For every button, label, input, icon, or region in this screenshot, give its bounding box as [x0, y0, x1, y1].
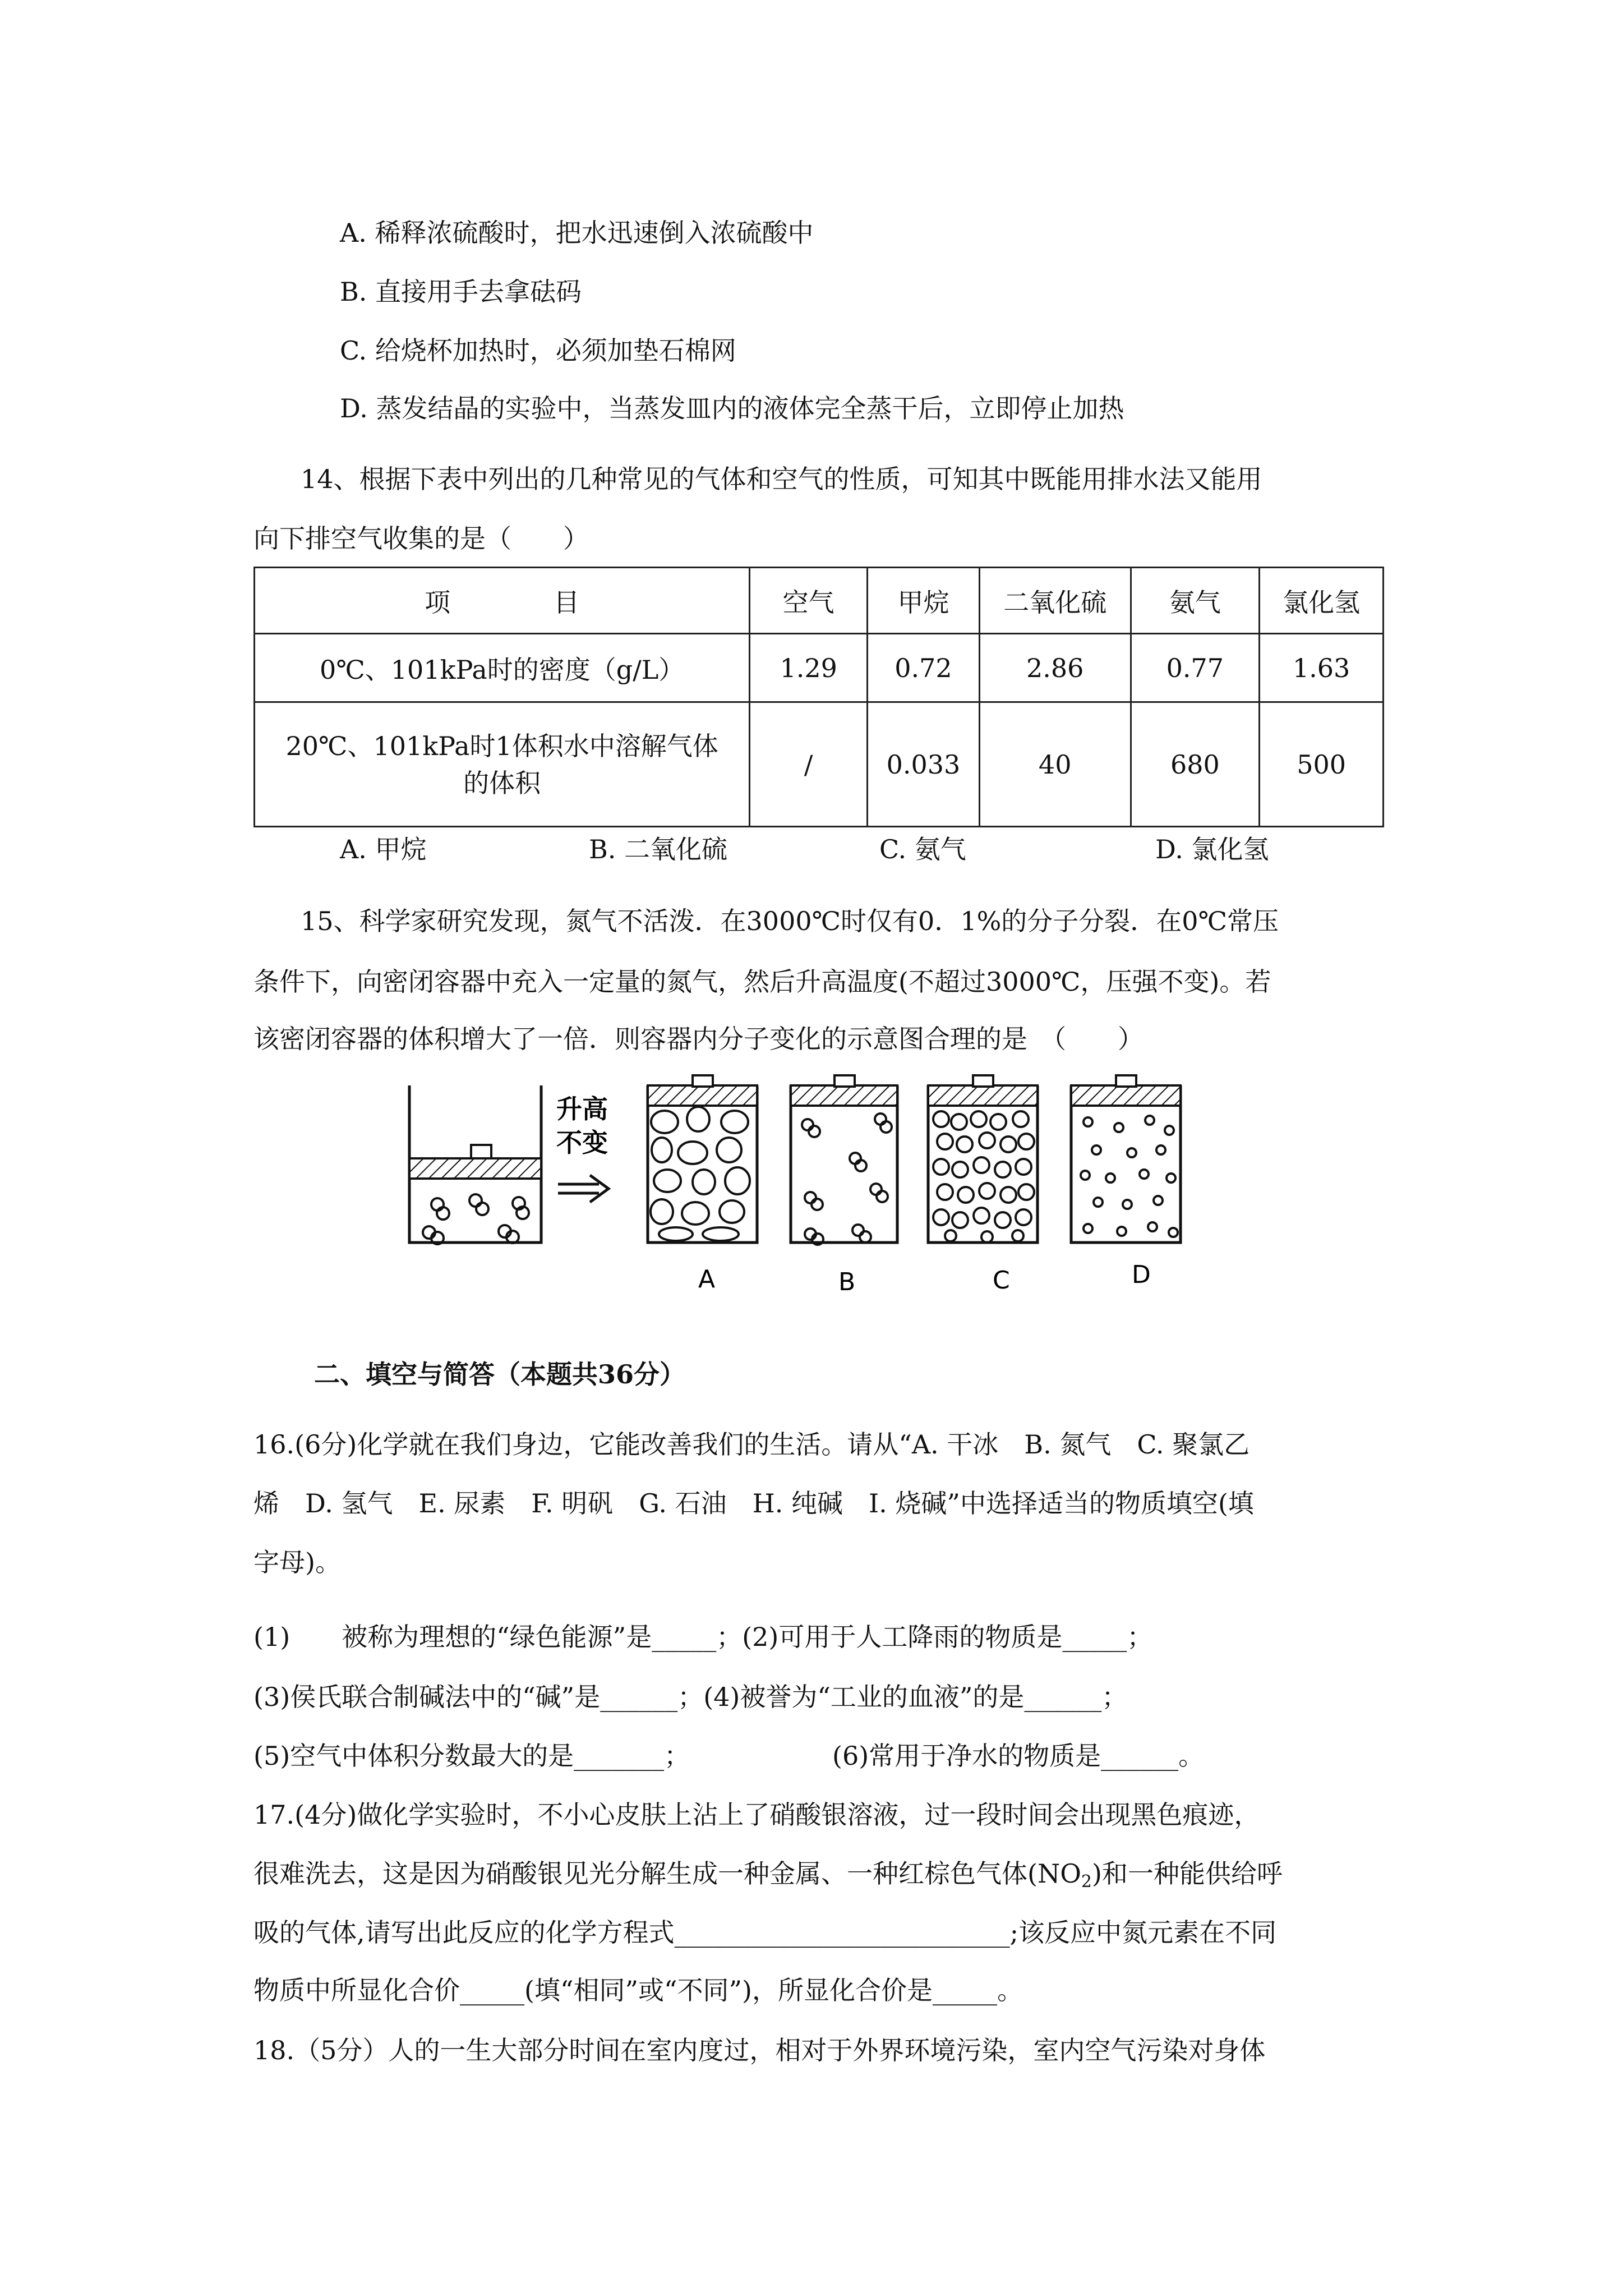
table-cell [255, 702, 750, 827]
table-cell: 0.77 [1131, 634, 1260, 702]
table-header-cell: 二氧化硫 [979, 568, 1131, 634]
table-cell: 1.63 [1260, 634, 1384, 702]
q14-stem-line1: 14、根据下表中列出的几种常见的气体和空气的性质，可知其中既能用排水法又能用 [301, 464, 1262, 494]
q15-stem-line2: 条件下，向密闭容器中充入一定量的氮气，然后升高温度(不超过3000℃，压强不变)。若 [253, 967, 1271, 997]
heating-arrow [556, 1094, 608, 1202]
q14-answer-d: D. 氯化氢 [1155, 834, 1269, 864]
q14-answer-b: B. 二氧化硫 [589, 834, 728, 864]
label-a: A [698, 1265, 716, 1294]
table-cell: 680 [1131, 702, 1260, 827]
q14-answer-a: A. 甲烷 [340, 834, 427, 864]
q16-line6a: (5)空气中体积分数最大的是_______； [253, 1741, 690, 1771]
table-cell: / [750, 702, 868, 827]
label-b: B [838, 1268, 856, 1296]
table-cell: 0.033 [868, 702, 980, 827]
q17-line1: 17.(4分)做化学实验时，不小心皮肤上沾上了硝酸银溶液，过一段时间会出现黑色痕迹， [253, 1800, 1260, 1830]
q17-line2-text: 很难洗去，这是因为硝酸银见光分解生成一种金属、一种红棕色气体(NO [253, 1858, 1081, 1889]
label-c: C [993, 1266, 1010, 1295]
q16-line1: 16.(6分)化学就在我们身边，它能改善我们的生活。请从“A. 干冰 B. 氮气 C. 聚氯乙 [253, 1429, 1250, 1460]
q17-line3: 吸的气体,请写出此反应的化学方程式__________________________;该反应中氮元素在不同 [253, 1917, 1277, 1948]
q16-line6b: (6)常用于净水的物质是______。 [832, 1741, 1205, 1771]
arrow-label-2: 不变 [556, 1128, 608, 1158]
q14-stem-line2: 向下排空气收集的是（ ） [253, 523, 589, 554]
container-a [648, 1075, 757, 1243]
q16-line4: (1) 被称为理想的“绿色能源”是_____；(2)可用于人工降雨的物质是_____； [253, 1622, 1153, 1652]
q15-stem-line3: 该密闭容器的体积增大了一倍．则容器内分子变化的示意图合理的是 （ ） [253, 1024, 1144, 1054]
container-b [791, 1075, 897, 1245]
q17-line4: 物质中所显化合价_____(填“相同”或“不同”)，所显化合价是_____。 [253, 1975, 1023, 2005]
label-d: D [1132, 1260, 1151, 1289]
q14-answer-c: C. 氨气 [879, 834, 966, 864]
container-d [1071, 1075, 1181, 1243]
gas-properties-table [253, 567, 1384, 827]
q16-line2: 烯 D. 氢气 E. 尿素 F. 明矾 G. 石油 H. 纯碱 I. 烧碱”中选择适当的物质填空(填 [253, 1488, 1254, 1519]
table-cell: 1.29 [750, 634, 868, 702]
q13-option-c: C. 给烧杯加热时，必须加垫石棉网 [340, 335, 736, 366]
table-cell: 0.72 [868, 634, 980, 702]
q18-line1: 18.（5分）人的一生大部分时间在室内度过，相对于外界环境污染，室内空气污染对身体 [253, 2035, 1266, 2065]
table-cell: 0℃、101kPa时的密度（g/L） [255, 634, 750, 702]
q17-line2 [253, 1857, 1283, 1899]
table-row [255, 702, 1384, 827]
table-header-cell: 氯化氢 [1260, 568, 1384, 634]
table-cell: 2.86 [979, 634, 1131, 702]
q16-line5: (3)侯氏联合制碱法中的“碱”是______；(4)被誉为“工业的血液”的是______； [253, 1682, 1128, 1712]
row2-label-line2: 的体积 [463, 767, 541, 798]
q17-line2-tail: )和一种能供给呼 [1092, 1858, 1283, 1889]
q16-line3: 字母)。 [253, 1547, 341, 1577]
row2-label-line1: 20℃、101kPa时1体积水中溶解气体 [285, 730, 718, 761]
table-cell: 500 [1260, 702, 1384, 827]
table-header-cell: 项 目 [255, 568, 750, 634]
q13-option-d: D. 蒸发结晶的实验中，当蒸发皿内的液体完全蒸干后，立即停止加热 [340, 393, 1124, 424]
molecule-container-diagram [393, 1074, 1245, 1310]
q15-stem-line1: 15、科学家研究发现，氮气不活泼．在3000℃时仅有0．1%的分子分裂．在0℃常压 [301, 906, 1279, 936]
table-header-cell: 空气 [750, 568, 868, 634]
table-cell: 40 [979, 702, 1131, 827]
table-row [255, 634, 1384, 702]
no2-subscript: 2 [1081, 1872, 1092, 1892]
q13-option-b: B. 直接用手去拿砝码 [340, 277, 582, 307]
arrow-label-1: 升高 [556, 1094, 608, 1124]
initial-container [409, 1085, 541, 1244]
table-header-cell: 氨气 [1131, 568, 1260, 634]
section2-title: 二、填空与简答（本题共36分） [314, 1359, 686, 1389]
table-header-row [255, 568, 1384, 634]
q13-option-a: A. 稀释浓硫酸时，把水迅速倒入浓硫酸中 [340, 218, 814, 248]
table-header-cell: 甲烷 [868, 568, 980, 634]
container-c [928, 1075, 1038, 1243]
